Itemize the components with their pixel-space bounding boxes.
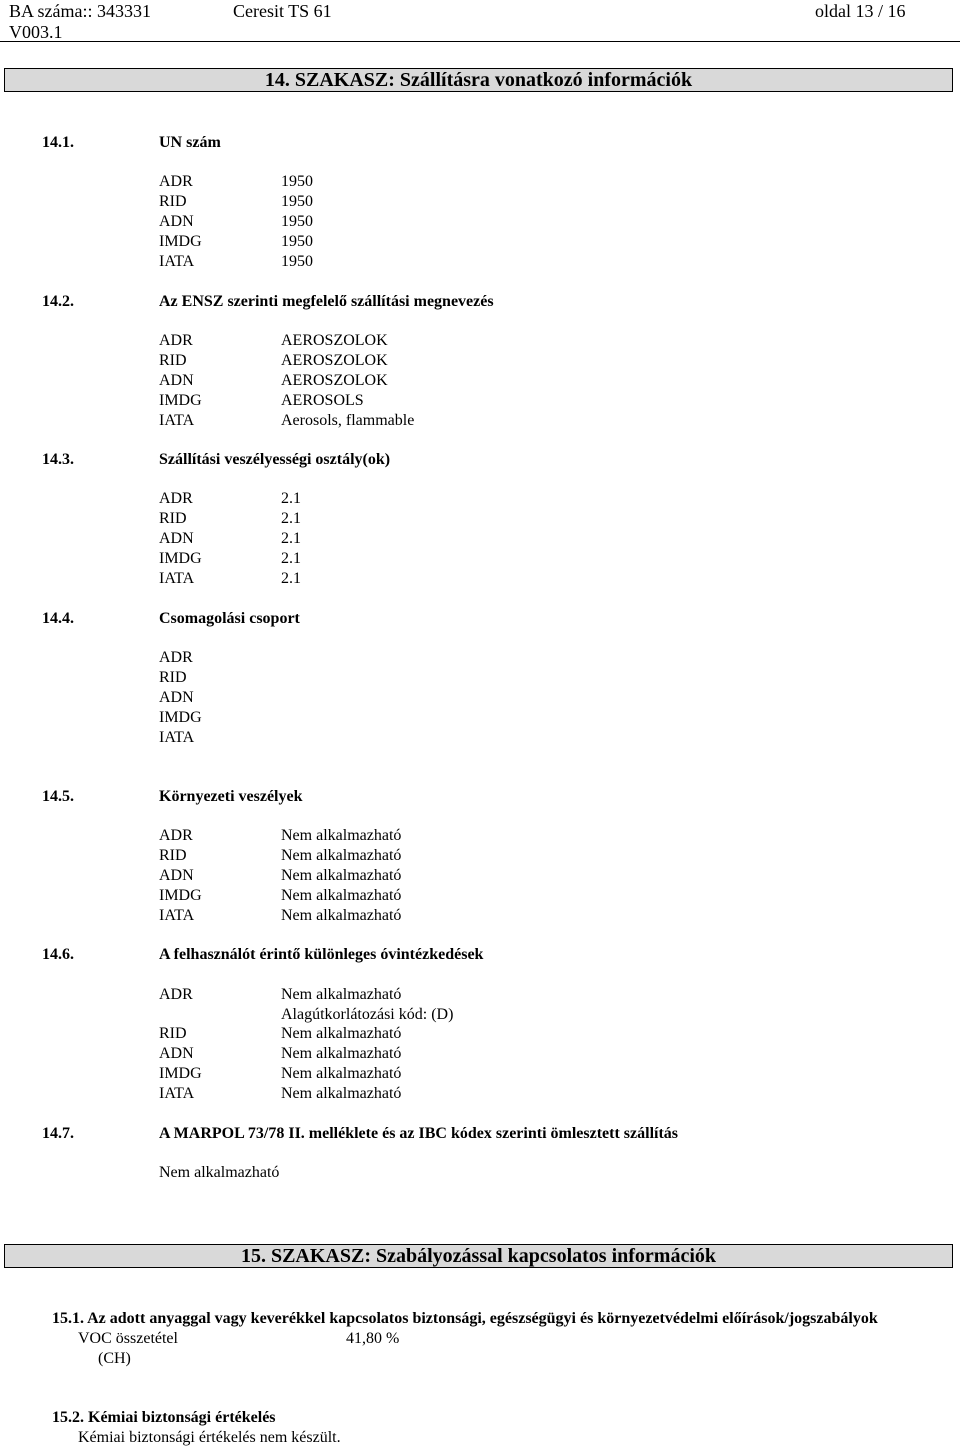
mode-label: IMDG xyxy=(159,392,202,409)
mode-label: ADR xyxy=(159,332,193,349)
section-14-4-title: Csomagolási csoport xyxy=(159,610,300,627)
tunnel-code-note: Alagútkorlátozási kód: (D) xyxy=(281,1006,454,1023)
voc-value: 41,80 % xyxy=(346,1330,400,1347)
special-precaution: Nem alkalmazható xyxy=(281,1025,402,1042)
section-14-3-number: 14.3. xyxy=(42,451,74,468)
section-14-6-title: A felhasználót érintő különleges óvintézkedések xyxy=(159,946,484,963)
shipping-name: AEROSZOLOK xyxy=(281,332,388,349)
shipping-name: AEROSOLS xyxy=(281,392,364,409)
section-15-title: 15. SZAKASZ: Szabályozással kapcsolatos információk xyxy=(4,1244,953,1268)
mode-label: ADR xyxy=(159,986,193,1003)
special-precaution: Nem alkalmazható xyxy=(281,986,402,1003)
mode-label: IATA xyxy=(159,412,195,429)
mode-label: IATA xyxy=(159,253,195,270)
un-number: 1950 xyxy=(281,193,313,210)
mode-label: ADN xyxy=(159,867,194,884)
voc-sub: (CH) xyxy=(98,1350,131,1367)
mode-label: IMDG xyxy=(159,1065,202,1082)
section-14-7-title: A MARPOL 73/78 II. melléklete és az IBC kódex szerinti ömlesztett szállítás xyxy=(159,1125,679,1142)
header-divider xyxy=(0,41,960,42)
mode-label: RID xyxy=(159,193,187,210)
section-14-5-title: Környezeti veszélyek xyxy=(159,788,303,805)
hazard-class: 2.1 xyxy=(281,490,301,507)
section-14-1-title: UN szám xyxy=(159,134,221,151)
un-number: 1950 xyxy=(281,233,313,250)
mode-label: IATA xyxy=(159,907,195,924)
mode-label: IMDG xyxy=(159,887,202,904)
mode-label: IATA xyxy=(159,729,195,746)
environmental-hazard: Nem alkalmazható xyxy=(281,827,402,844)
mode-label: ADR xyxy=(159,173,193,190)
mode-label: IATA xyxy=(159,1085,195,1102)
marpol-value: Nem alkalmazható xyxy=(159,1164,280,1181)
mode-label: RID xyxy=(159,510,187,527)
mode-label: ADN xyxy=(159,372,194,389)
shipping-name: AEROSZOLOK xyxy=(281,372,388,389)
mode-label: ADN xyxy=(159,689,194,706)
mode-label: RID xyxy=(159,352,187,369)
ba-number: BA száma:: 343331 xyxy=(9,1,151,21)
mode-label: ADR xyxy=(159,827,193,844)
section-14-5-number: 14.5. xyxy=(42,788,74,805)
shipping-name: AEROSZOLOK xyxy=(281,352,388,369)
mode-label: RID xyxy=(159,1025,187,1042)
mode-label: IMDG xyxy=(159,550,202,567)
section-14-4-number: 14.4. xyxy=(42,610,74,627)
section-14-2-title: Az ENSZ szerinti megfelelő szállítási megnevezés xyxy=(159,293,494,310)
un-number: 1950 xyxy=(281,173,313,190)
section-14-7-number: 14.7. xyxy=(42,1125,74,1142)
mode-label: IMDG xyxy=(159,709,202,726)
hazard-class: 2.1 xyxy=(281,550,301,567)
version: V003.1 xyxy=(9,22,63,42)
page-header xyxy=(0,0,960,44)
section-14-6-number: 14.6. xyxy=(42,946,74,963)
special-precaution: Nem alkalmazható xyxy=(281,1065,402,1082)
mode-label: ADR xyxy=(159,649,193,666)
section-15-2-heading: 15.2. Kémiai biztonsági értékelés xyxy=(52,1409,276,1426)
hazard-class: 2.1 xyxy=(281,510,301,527)
product-name: Ceresit TS 61 xyxy=(233,1,332,21)
hazard-class: 2.1 xyxy=(281,530,301,547)
mode-label: ADN xyxy=(159,213,194,230)
environmental-hazard: Nem alkalmazható xyxy=(281,867,402,884)
mode-label: RID xyxy=(159,669,187,686)
section-14-3-title: Szállítási veszélyességi osztály(ok) xyxy=(159,451,391,468)
un-number: 1950 xyxy=(281,213,313,230)
special-precaution: Nem alkalmazható xyxy=(281,1085,402,1102)
mode-label: IMDG xyxy=(159,233,202,250)
environmental-hazard: Nem alkalmazható xyxy=(281,887,402,904)
mode-label: IATA xyxy=(159,570,195,587)
section-15-2-text: Kémiai biztonsági értékelés nem készült. xyxy=(78,1429,341,1446)
hazard-class: 2.1 xyxy=(281,570,301,587)
mode-label: ADN xyxy=(159,1045,194,1062)
section-14-1-number: 14.1. xyxy=(42,134,74,151)
un-number: 1950 xyxy=(281,253,313,270)
section-14-title: 14. SZAKASZ: Szállításra vonatkozó információk xyxy=(4,68,953,92)
page-number: oldal 13 / 16 xyxy=(815,1,906,21)
shipping-name: Aerosols, flammable xyxy=(281,412,415,429)
special-precaution: Nem alkalmazható xyxy=(281,1045,402,1062)
section-14-2-number: 14.2. xyxy=(42,293,74,310)
section-15-1-heading: 15.1. Az adott anyaggal vagy keverékkel kapcsolatos biztonsági, egészségügyi és környezetvédelmi előírások/jogszabályok xyxy=(52,1310,878,1327)
voc-label: VOC összetétel xyxy=(78,1330,178,1347)
environmental-hazard: Nem alkalmazható xyxy=(281,847,402,864)
mode-label: ADR xyxy=(159,490,193,507)
mode-label: RID xyxy=(159,847,187,864)
mode-label: ADN xyxy=(159,530,194,547)
environmental-hazard: Nem alkalmazható xyxy=(281,907,402,924)
